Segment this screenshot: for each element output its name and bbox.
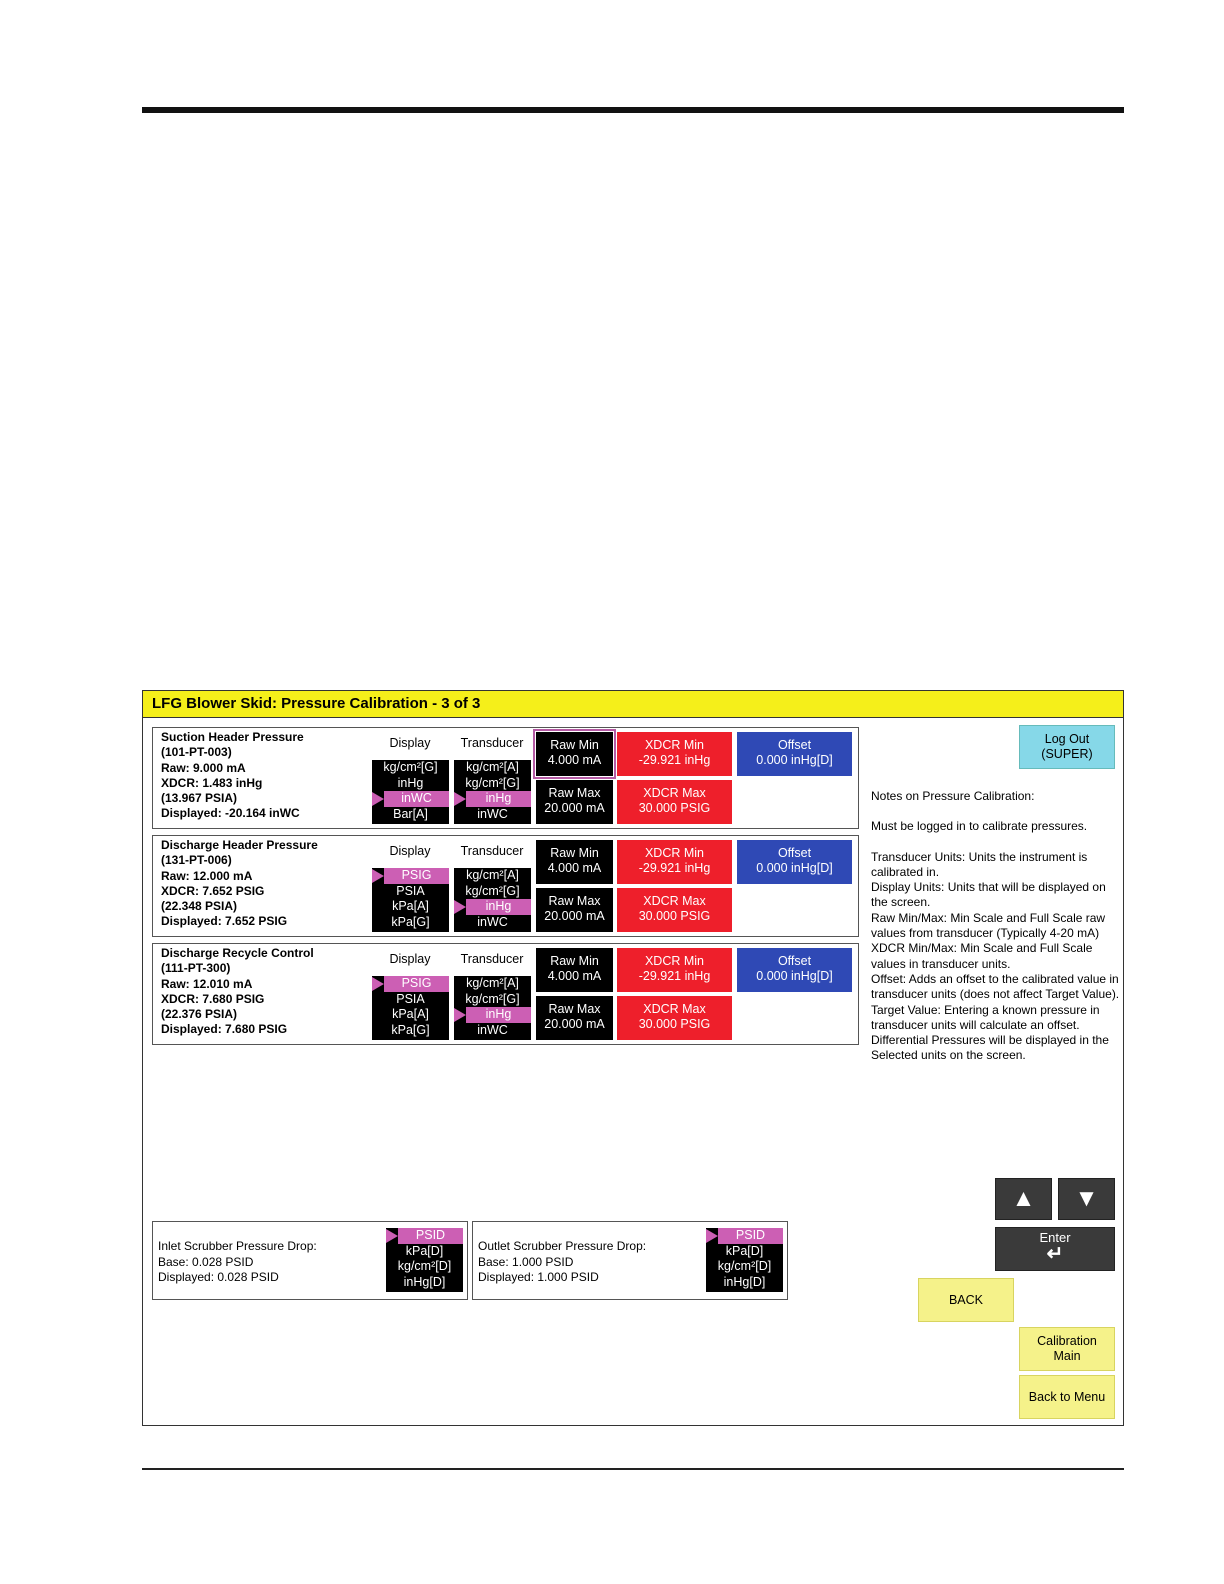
offset-button[interactable] — [737, 948, 852, 992]
notes-line: Differential Pressures will be displayed in the Selected units on the screen. — [871, 1033, 1109, 1063]
pressure-drop-info — [478, 1239, 646, 1286]
offset-button[interactable] — [737, 840, 852, 884]
transducer-unit-option[interactable]: inWC — [477, 914, 508, 929]
raw-max-button-value: 20.000 mA — [544, 909, 605, 923]
xdcr-max-button-label: XDCR Max — [643, 1002, 706, 1016]
pressure-drop-info — [158, 1239, 317, 1286]
transducer-unit-option[interactable]: inHg — [466, 791, 531, 807]
transducer-unit-option[interactable]: kg/cm²[G] — [465, 775, 520, 790]
notes-line: Target Value: Entering a known pressure in transducer units will calculate an offset. — [871, 1002, 1100, 1032]
logout-button[interactable] — [1019, 725, 1115, 769]
display-unit-option[interactable]: PSIA — [396, 991, 425, 1006]
pressure-drop-panel — [472, 1221, 788, 1300]
transducer-unit-option[interactable]: kg/cm²[G] — [465, 991, 520, 1006]
pressure-displayed: Displayed: 7.680 PSIG — [161, 1022, 288, 1037]
calibration-notes — [871, 789, 1123, 1064]
xdcr-max-button-value: 30.000 PSIG — [638, 909, 711, 923]
pressure-panel — [152, 727, 859, 829]
display-unit-option[interactable]: inWC — [384, 791, 449, 807]
pressure-raw: Raw: 9.000 mA — [161, 760, 246, 775]
raw-min-button-value: 4.000 mA — [547, 969, 602, 983]
transducer-column-label: Transducer — [460, 736, 524, 750]
pressure-psia: (22.348 PSIA) — [161, 899, 238, 914]
up-arrow-icon: ▲ — [1011, 1185, 1036, 1212]
offset-button-value: 0.000 inHg[D] — [756, 753, 833, 767]
pressure-raw: Raw: 12.010 mA — [161, 976, 253, 991]
logout-user: (SUPER) — [1041, 747, 1093, 761]
xdcr-min-button-value: -29.921 inHg — [638, 969, 711, 983]
differential-unit-option[interactable]: inHg[D] — [403, 1274, 446, 1289]
pressure-tag: (111-PT-300) — [161, 961, 231, 976]
display-unit-option[interactable]: kPa[G] — [391, 914, 430, 929]
display-column-label: Display — [389, 952, 431, 966]
raw-min-button[interactable] — [536, 948, 613, 992]
display-units-list — [372, 760, 449, 824]
pressure-drop-panel — [152, 1221, 468, 1300]
xdcr-max-button-value: 30.000 PSIG — [638, 801, 711, 815]
enter-label: Enter — [1039, 1230, 1071, 1245]
offset-button-value: 0.000 inHg[D] — [756, 969, 833, 983]
raw-max-button-value: 20.000 mA — [544, 1017, 605, 1031]
pressure-name: Discharge Header Pressure — [161, 838, 318, 852]
xdcr-min-button-label: XDCR Min — [644, 846, 705, 860]
transducer-unit-option[interactable]: kg/cm²[A] — [466, 760, 519, 774]
xdcr-max-button-label: XDCR Max — [643, 786, 706, 800]
xdcr-max-button-label: XDCR Max — [643, 894, 706, 908]
display-unit-option[interactable]: inHg — [397, 775, 424, 790]
notes-line: Raw Min/Max: Min Scale and Full Scale raw values from transducer (Typically 4-20 mA) — [871, 910, 1106, 941]
differential-unit-option[interactable]: kg/cm²[D] — [717, 1259, 772, 1273]
display-units-list — [372, 868, 449, 932]
pressure-panel — [152, 835, 859, 937]
offset-button-value: 0.000 inHg[D] — [756, 861, 833, 875]
enter-button[interactable] — [995, 1227, 1115, 1271]
xdcr-max-button[interactable] — [617, 996, 732, 1040]
hmi-screen — [142, 690, 1124, 1426]
xdcr-min-button[interactable] — [617, 948, 732, 992]
raw-max-button-label: Raw Max — [548, 1002, 601, 1016]
notes-line: Must be logged in to calibrate pressures. — [871, 819, 1088, 834]
back-label: BACK — [948, 1293, 984, 1307]
transducer-unit-option[interactable]: kg/cm²[G] — [465, 883, 520, 898]
raw-max-button[interactable] — [536, 996, 613, 1040]
notes-line: Transducer Units: Units the instrument is calibrated in. — [871, 849, 1088, 879]
back-button[interactable] — [918, 1278, 1014, 1322]
raw-min-button-value: 4.000 mA — [547, 861, 602, 875]
title-bar — [143, 691, 1123, 718]
offset-button[interactable] — [737, 732, 852, 776]
calibration-main-label-2: Main — [1053, 1349, 1081, 1363]
differential-unit-option[interactable]: kPa[D] — [725, 1243, 764, 1258]
transducer-unit-option[interactable]: kg/cm²[A] — [466, 868, 519, 882]
raw-max-button-label: Raw Max — [548, 894, 601, 908]
xdcr-min-button[interactable] — [617, 840, 732, 884]
differential-unit-option[interactable]: kg/cm²[D] — [397, 1259, 452, 1273]
pressure-drop-title: Inlet Scrubber Pressure Drop: — [158, 1239, 317, 1253]
display-unit-option[interactable]: Bar[A] — [393, 806, 428, 821]
screen-title: LFG Blower Skid: Pressure Calibration - 3 of 3 — [152, 695, 481, 712]
pressure-info — [161, 838, 318, 930]
display-column-label: Display — [389, 844, 431, 858]
raw-min-button-label: Raw Min — [550, 738, 599, 752]
display-unit-option[interactable]: kPa[A] — [392, 1007, 429, 1021]
scroll-down-button[interactable] — [1058, 1178, 1115, 1220]
enter-icon: ↵ — [1046, 1243, 1064, 1265]
pressure-panel — [152, 943, 859, 1045]
pressure-drop-base: Base: 1.000 PSID — [478, 1254, 574, 1269]
display-unit-option[interactable]: kPa[G] — [391, 1022, 430, 1037]
pressure-psia: (13.967 PSIA) — [161, 791, 238, 806]
transducer-units-list — [454, 976, 531, 1040]
pressure-info — [161, 946, 314, 1038]
differential-unit-option[interactable]: kPa[D] — [405, 1243, 444, 1258]
pressure-psia: (22.376 PSIA) — [161, 1007, 238, 1022]
raw-min-button-label: Raw Min — [550, 846, 599, 860]
xdcr-min-button[interactable] — [617, 732, 732, 776]
raw-max-button-value: 20.000 mA — [544, 801, 605, 815]
raw-min-button-value: 4.000 mA — [547, 753, 602, 767]
differential-units-list — [706, 1228, 783, 1292]
transducer-unit-option[interactable]: inHg — [466, 899, 531, 915]
differential-units-list — [386, 1228, 463, 1292]
xdcr-max-button-value: 30.000 PSIG — [638, 1017, 711, 1031]
xdcr-min-button-value: -29.921 inHg — [638, 861, 711, 875]
pressure-displayed: Displayed: -20.164 inWC — [161, 806, 300, 821]
transducer-units-list — [454, 868, 531, 932]
pressure-name: Discharge Recycle Control — [161, 946, 314, 960]
xdcr-min-button-label: XDCR Min — [644, 738, 705, 752]
display-unit-option[interactable]: kg/cm²[G] — [383, 760, 438, 774]
pressure-drop-displayed: Displayed: 1.000 PSID — [478, 1270, 599, 1284]
notes-line: Offset: Adds an offset to the calibrated value in transducer units (does not affect Target Value). — [871, 971, 1120, 1002]
xdcr-max-button[interactable] — [617, 888, 732, 932]
down-arrow-icon: ▼ — [1074, 1185, 1099, 1212]
pressure-displayed: Displayed: 7.652 PSIG — [161, 914, 288, 929]
differential-unit-option[interactable]: PSID — [718, 1228, 783, 1244]
pressure-tag: (131-PT-006) — [161, 853, 232, 868]
pressure-xdcr: XDCR: 7.680 PSIG — [161, 991, 265, 1006]
pressure-drop-title: Outlet Scrubber Pressure Drop: — [478, 1239, 647, 1253]
logout-label: Log Out — [1044, 732, 1090, 746]
differential-unit-option[interactable]: inHg[D] — [723, 1274, 766, 1289]
calibration-main-button[interactable] — [1019, 1327, 1115, 1371]
display-unit-option[interactable]: PSIG — [384, 976, 449, 992]
notes-line: XDCR Min/Max: Min Scale and Full Scale values in transducer units. — [871, 941, 1093, 971]
calibration-main-label: Calibration — [1037, 1334, 1097, 1348]
page-header-rule — [142, 107, 1124, 113]
pressure-tag: (101-PT-003) — [161, 745, 232, 760]
display-units-list — [372, 976, 449, 1040]
display-unit-option[interactable]: PSIG — [384, 868, 449, 884]
pressure-drop-displayed: Displayed: 0.028 PSID — [158, 1270, 279, 1284]
raw-max-button[interactable] — [536, 888, 613, 932]
transducer-column-label: Transducer — [460, 952, 524, 966]
transducer-unit-option[interactable]: inHg — [466, 1007, 531, 1023]
transducer-column-label: Transducer — [460, 844, 524, 858]
notes-line: Notes on Pressure Calibration: — [871, 789, 1035, 803]
offset-button-label: Offset — [777, 846, 812, 860]
pressure-xdcr: XDCR: 1.483 inHg — [161, 775, 263, 790]
display-unit-option[interactable]: kPa[A] — [392, 899, 429, 913]
xdcr-min-button-label: XDCR Min — [644, 954, 705, 968]
xdcr-max-button[interactable] — [617, 780, 732, 824]
raw-min-button[interactable] — [536, 840, 613, 884]
offset-button-label: Offset — [777, 954, 812, 968]
raw-max-button-label: Raw Max — [548, 786, 601, 800]
raw-max-button[interactable] — [536, 780, 613, 824]
notes-line: Display Units: Units that will be displayed on the screen. — [871, 880, 1106, 910]
raw-min-button-label: Raw Min — [550, 954, 599, 968]
scroll-up-button[interactable] — [995, 1178, 1052, 1220]
differential-unit-option[interactable]: PSID — [398, 1228, 463, 1244]
pressure-xdcr: XDCR: 7.652 PSIG — [161, 883, 265, 898]
pressure-raw: Raw: 12.000 mA — [161, 868, 253, 883]
page-footer-rule — [142, 1468, 1124, 1470]
xdcr-min-button-value: -29.921 inHg — [638, 753, 711, 767]
transducer-units-list — [454, 760, 531, 824]
transducer-unit-option[interactable]: inWC — [477, 1022, 508, 1037]
raw-min-button[interactable] — [536, 732, 613, 776]
display-unit-option[interactable]: PSIA — [396, 883, 425, 898]
display-column-label: Display — [389, 736, 431, 750]
pressure-drop-base: Base: 0.028 PSID — [158, 1254, 254, 1269]
back-to-menu-button[interactable] — [1019, 1375, 1115, 1419]
transducer-unit-option[interactable]: inWC — [477, 806, 508, 821]
transducer-unit-option[interactable]: kg/cm²[A] — [466, 976, 519, 990]
back-to-menu-label: Back to Menu — [1028, 1390, 1106, 1404]
pressure-info — [161, 730, 304, 822]
offset-button-label: Offset — [777, 738, 812, 752]
pressure-name: Suction Header Pressure — [161, 730, 304, 744]
